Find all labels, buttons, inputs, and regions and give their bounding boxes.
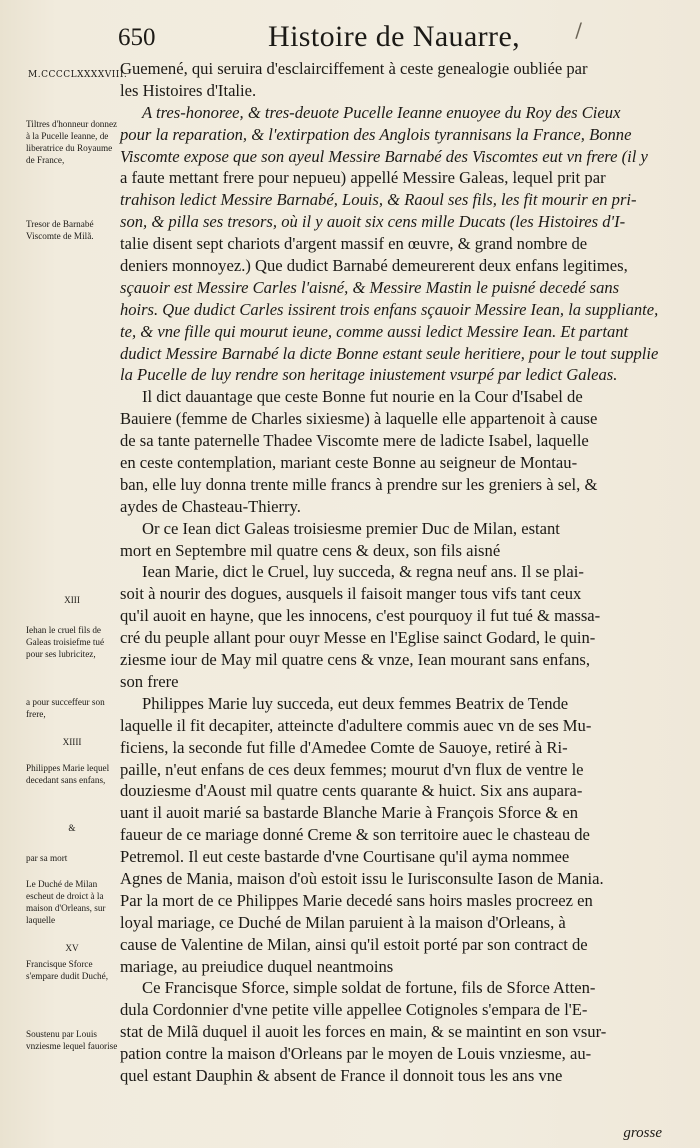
year-marginal: M.CCCCLXXXXVIII. xyxy=(28,70,128,80)
text-line: douziesme d'Aoust mil quatre cents quarante & huict. Six ans aupara- xyxy=(120,781,583,801)
text-line: dudict Messire Barnabé la dicte Bonne estant seule heritiere, pour le tout supplie xyxy=(120,343,659,363)
catchword: grosse xyxy=(623,1125,662,1141)
text-line: ficiens, la seconde fut fille d'Amedee Comte de Sauoye, retiré à Ri- xyxy=(120,737,568,757)
margin-note: Philippes Marie lequel decedant sans enfans, xyxy=(26,763,110,785)
text-line: Ce Francisque Sforce, simple soldat de fortune, fils de Sforce Atten- xyxy=(142,978,596,998)
text-line: deniers monnoyez.) Que dudict Barnabé demeurerent deux enfans legitimes, xyxy=(120,256,628,276)
text-line: la Pucelle de luy rendre son heritage iniustement vsurpé par ledict Galeas. xyxy=(120,365,618,385)
text-line: en ceste contemplation, mariant ceste Bonne au seigneur de Montau- xyxy=(120,453,578,473)
text-line: laquelle il fit decapiter, atteincte d'adultere commis auec vn de ses Mu- xyxy=(120,715,592,735)
text-line: paille, n'eut enfans de ces deux femmes; mourut d'vn flux de ventre le xyxy=(120,759,584,779)
text-line: stat de Milã duquel il auoit les forces en main, & se maintint en son vsur- xyxy=(120,1022,607,1042)
text-line: quel estant Dauphin & absent de France il donnoit tous les ans vne xyxy=(120,1065,563,1085)
text-line: aydes de Chasteau-Thierry. xyxy=(120,496,301,516)
corner-mark: / xyxy=(575,18,582,42)
margin-notes xyxy=(0,0,122,1148)
text-line: Agnes de Mania, maison d'où estoit issu le Iurisconsulte Iason de Mania. xyxy=(120,868,604,888)
text-line: mort en Septembre mil quatre cens & deux, son fils aisné xyxy=(120,540,501,560)
text-line: A tres-honoree, & tres-deuote Pucelle Ieanne enuoyee du Roy des Cieux xyxy=(142,102,621,122)
margin-note: Le Duché de Milan escheut de droict à la maison d'Orleans, sur laquelle xyxy=(26,879,106,925)
margin-note: Soustenu par Louis vnziesme lequel fauorise xyxy=(26,1029,118,1051)
text-line: dula Cordonnier d'vne petite ville appellee Cotignoles s'empara de l'E- xyxy=(120,1000,588,1020)
margin-note: XIII xyxy=(64,595,80,605)
text-line: soit à nourir des dogues, ausquels il faisoit manger tous vifs tant ceux xyxy=(120,584,582,604)
text-line: Iean Marie, dict le Cruel, luy succeda, & regna neuf ans. Il se plai- xyxy=(142,562,584,582)
margin-note: Tresor de Barnabé Viscomte de Milã. xyxy=(26,219,94,241)
text-line: Guemené, qui seruira d'esclairciffement à ceste genealogie oubliée par xyxy=(120,59,588,78)
margin-note: Iehan le cruel fils de Galeas troisiefme tué pour ses lubricitez, xyxy=(26,625,105,659)
text-line: de sa tante paternelle Thadee Viscomte mere de ladicte Isabel, laquelle xyxy=(120,431,589,451)
margin-note: XV xyxy=(65,943,79,953)
text-line: cause de Valentine de Milan, ainsi qu'il estoit porté par son contract de xyxy=(120,934,588,954)
running-title: Histoire de Nauarre, xyxy=(268,20,521,53)
text-line: uant il auoit marié sa bastarde Blanche Marie à François Sforce & en xyxy=(120,803,579,823)
margin-note: & xyxy=(68,823,76,833)
text-line: sçauoir est Messire Carles l'aisné, & Messire Mastin le puisné decedé sans xyxy=(120,277,620,297)
text-line: qu'il auoit en hayne, que les innocens, c'est pourquoy il fut tué & massa- xyxy=(120,606,601,626)
text-line: pour la reparation, & l'extirpation des Anglois tyrannisans la France, Bonne xyxy=(120,124,632,144)
text-line: son frere xyxy=(120,671,179,691)
text-line: Philippes Marie luy succeda, eut deux femmes Beatrix de Tende xyxy=(142,693,569,713)
text-line: pation contre la maison d'Orleans par le moyen de Louis vnziesme, au- xyxy=(120,1044,592,1064)
text-line: Par la mort de ce Philippes Marie decedé sans hoirs masles procreez en xyxy=(120,890,593,910)
margin-note: Tiltres d'honneur donnez à la Pucelle Ieanne, de liberatrice du Royaume de France, xyxy=(26,119,118,165)
text-line: loyal mariage, ce Duché de Milan paruient à la maison d'Orleans, à xyxy=(120,912,566,932)
page-number: 650 xyxy=(118,24,156,51)
text-line: Petremol. Il eut ceste bastarde d'vne Courtisane qu'il ayma nommee xyxy=(120,847,570,867)
text-line: mariage, au preiudice duquel neantmoins xyxy=(120,956,394,976)
text-line: Or ce Iean dict Galeas troisiesme premier Duc de Milan, estant xyxy=(142,518,560,538)
margin-note: Francisque Sforce s'empare dudit Duché, xyxy=(26,959,109,981)
text-line: les Histoires d'Italie. xyxy=(120,80,257,100)
body-text xyxy=(120,58,658,1087)
text-line: ban, elle luy donna trente mille francs à prendre sur les greniers à sel, & xyxy=(120,474,598,494)
margin-note: XIIII xyxy=(62,737,82,747)
text-line: trahison ledict Messire Barnabé, Louis, & Raoul ses fils, les fit mourir en pri- xyxy=(120,190,637,210)
text-line: te, & vne fille qui mourut ieune, comme aussi ledict Messire Iean. Et partant xyxy=(120,321,629,341)
text-line: hoirs. Que dudict Carles issirent trois enfans sçauoir Messire Iean, la suppliante, xyxy=(120,299,659,319)
text-line: talie disent sept chariots d'argent massif en œuvre, & grand nombre de xyxy=(120,234,588,254)
text-line: ziesme iour de May mil quatre cens & vnze, Iean mourant sans enfans, xyxy=(120,650,590,670)
margin-note: a pour succeffeur son frere, xyxy=(26,697,105,719)
text-line: Bauiere (femme de Charles sixiesme) à laquelle elle appartenoit à cause xyxy=(120,409,598,429)
text-line: son, & pilla ses tresors, où il y auoit six cens mille Ducats (les Histoires d'I- xyxy=(120,212,626,232)
text-line: cré du peuple allant pour ouyr Messe en l'Eglise sainct Godard, le quin- xyxy=(120,628,596,648)
text-line: Viscomte expose que son ayeul Messire Barnabé des Viscomtes eut vn frere (il y xyxy=(120,146,648,166)
margin-note: par sa mort xyxy=(26,853,68,863)
text-line: Il dict dauantage que ceste Bonne fut nourie en la Cour d'Isabel de xyxy=(142,387,583,407)
text-line: a faute mettant frere pour nepueu) appellé Messire Galeas, lequel prit par xyxy=(120,168,606,188)
text-line: faueur de ce mariage donné Creme & son territoire auec le chasteau de xyxy=(120,825,590,845)
